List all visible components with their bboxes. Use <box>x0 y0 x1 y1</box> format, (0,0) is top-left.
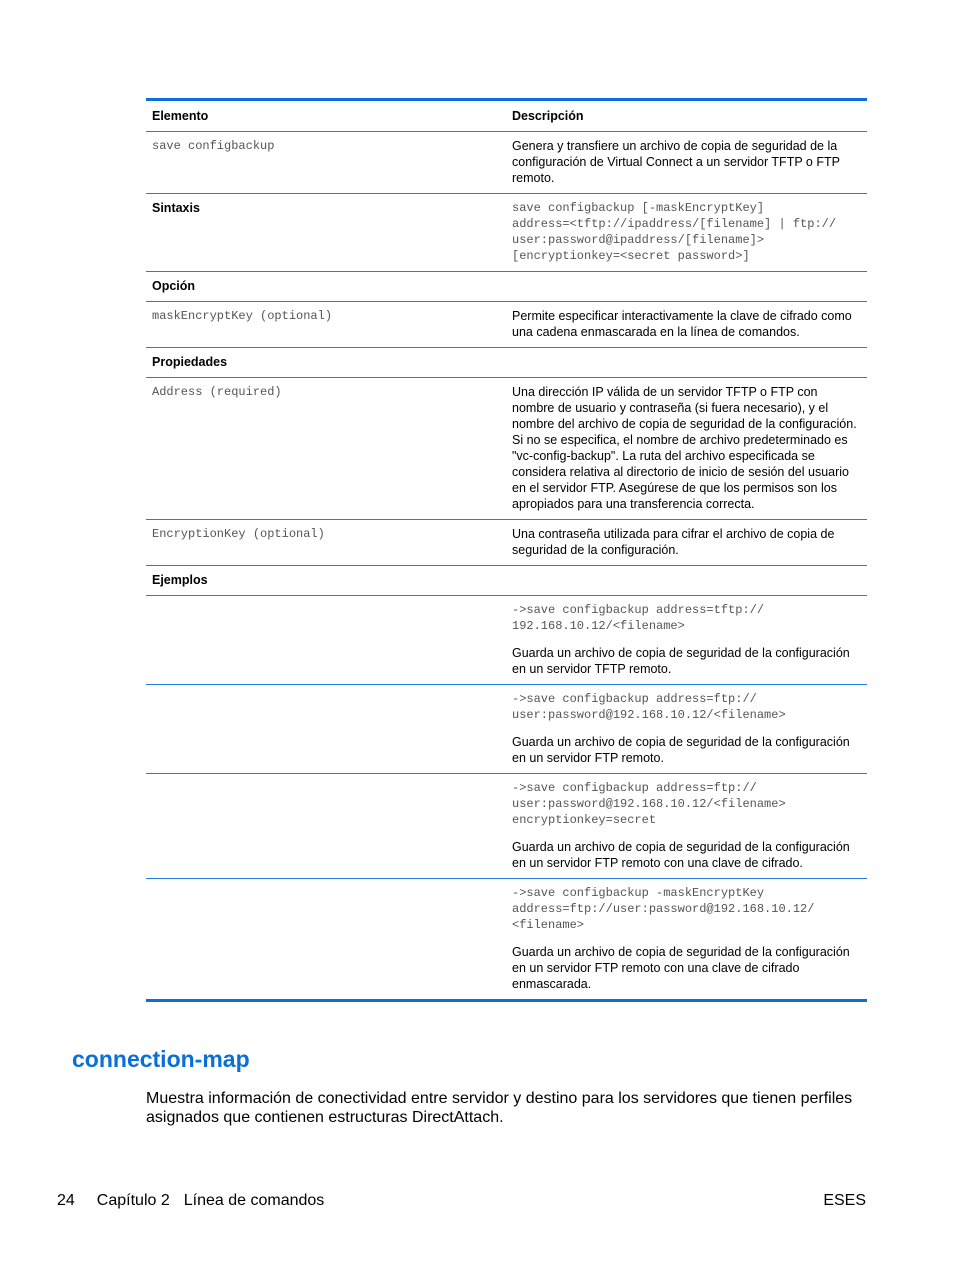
example-code: <filename> <box>512 918 585 932</box>
example-description: Guarda un archivo de copia de seguridad de la configuración en un servidor FTP remoto con una clave de cifrado enmascarada. <box>512 945 850 991</box>
footer-locale: ESES <box>823 1192 866 1209</box>
page-number: 24 <box>57 1192 75 1209</box>
examples-label: Ejemplos <box>152 573 208 587</box>
example-description: Guarda un archivo de copia de seguridad de la configuración en un servidor FTP remoto con una clave de cifrado. <box>512 840 850 870</box>
property-description: Una dirección IP válida de un servidor TFTP o FTP con nombre de usuario y contraseña (si fuera necesario), y el nombre del archivo de copia de seguridad de la configuración. Si no se especifica, el nombre de archivo predeterminado es "vc-config-backup". La ruta del archivo especificada se considera relativa al directorio de inicio de sesión del usuario en el servidor FTP. Asegúrese de que los permisos son los apropiados para una transferencia correcta. <box>512 385 857 511</box>
table-header-row <box>146 101 867 132</box>
option-label: Opción <box>152 279 196 293</box>
header-element: Elemento <box>152 109 209 123</box>
property-description: Una contraseña utilizada para cifrar el archivo de copia de seguridad de la configuración. <box>512 527 835 557</box>
example-cell <box>506 685 867 773</box>
syntax-code <box>506 194 867 271</box>
example-code: ->save configbackup address=ftp:// <box>512 692 757 706</box>
example-code: ->save configbackup -maskEncryptKey <box>512 886 765 900</box>
syntax-line: save configbackup [-maskEncryptKey] <box>512 201 765 215</box>
example-cell <box>506 774 867 878</box>
example-code: encryptionkey=secret <box>512 813 657 827</box>
example-code: user:password@192.168.10.12/<filename> <box>512 708 786 722</box>
example-code: 192.168.10.12/<filename> <box>512 619 685 633</box>
chapter-label: Capítulo 2 <box>96 1192 170 1209</box>
example-code: user:password@192.168.10.12/<filename> <box>512 797 786 811</box>
option-label-row <box>146 272 867 302</box>
example-code: ->save configbackup address=tftp:// <box>512 603 765 617</box>
example-row <box>146 596 867 685</box>
example-cell <box>506 879 867 999</box>
command-row <box>146 132 867 194</box>
option-name: maskEncryptKey (optional) <box>152 309 333 323</box>
syntax-label: Sintaxis <box>152 201 200 215</box>
properties-label-row <box>146 348 867 378</box>
example-description: Guarda un archivo de copia de seguridad de la configuración en un servidor TFTP remoto. <box>512 646 850 676</box>
header-description: Descripción <box>512 109 584 123</box>
command-description: Genera y transfiere un archivo de copia de seguridad de la configuración de Virtual Connect a un servidor TFTP o FTP remoto. <box>512 139 840 185</box>
section-description: Muestra información de conectividad entre servidor y destino para los servidores que tienen perfiles asignados que contienen estructuras DirectAttach. <box>146 1090 853 1126</box>
syntax-line: [encryptionkey=<secret password>] <box>512 249 750 263</box>
syntax-line: user:password@ipaddress/[filename]> <box>512 233 765 247</box>
example-code: address=ftp://user:password@192.168.10.12/ <box>512 902 815 916</box>
option-description: Permite especificar interactivamente la clave de cifrado como una cadena enmascarada en la línea de comandos. <box>512 309 852 339</box>
footer-left <box>57 1192 324 1210</box>
example-row <box>146 685 867 774</box>
table-bottom-rule <box>146 999 867 1002</box>
property-row <box>146 378 867 520</box>
example-description: Guarda un archivo de copia de seguridad de la configuración en un servidor FTP remoto. <box>512 735 850 765</box>
property-row <box>146 520 867 566</box>
property-name: Address (required) <box>152 385 282 399</box>
example-code: ->save configbackup address=ftp:// <box>512 781 757 795</box>
syntax-line: address=<tftp://ipaddress/[filename] | ftp:// <box>512 217 837 231</box>
example-cell <box>506 596 867 684</box>
option-row <box>146 302 867 348</box>
properties-label: Propiedades <box>152 355 228 369</box>
example-row <box>146 774 867 879</box>
chapter-title: Línea de comandos <box>183 1192 325 1209</box>
command-table <box>146 98 867 1002</box>
section-title: connection-map <box>72 1046 250 1072</box>
command-name: save configbackup <box>152 139 275 153</box>
property-name: EncryptionKey (optional) <box>152 527 325 541</box>
examples-label-row <box>146 566 867 596</box>
example-row <box>146 879 867 999</box>
syntax-row <box>146 194 867 272</box>
